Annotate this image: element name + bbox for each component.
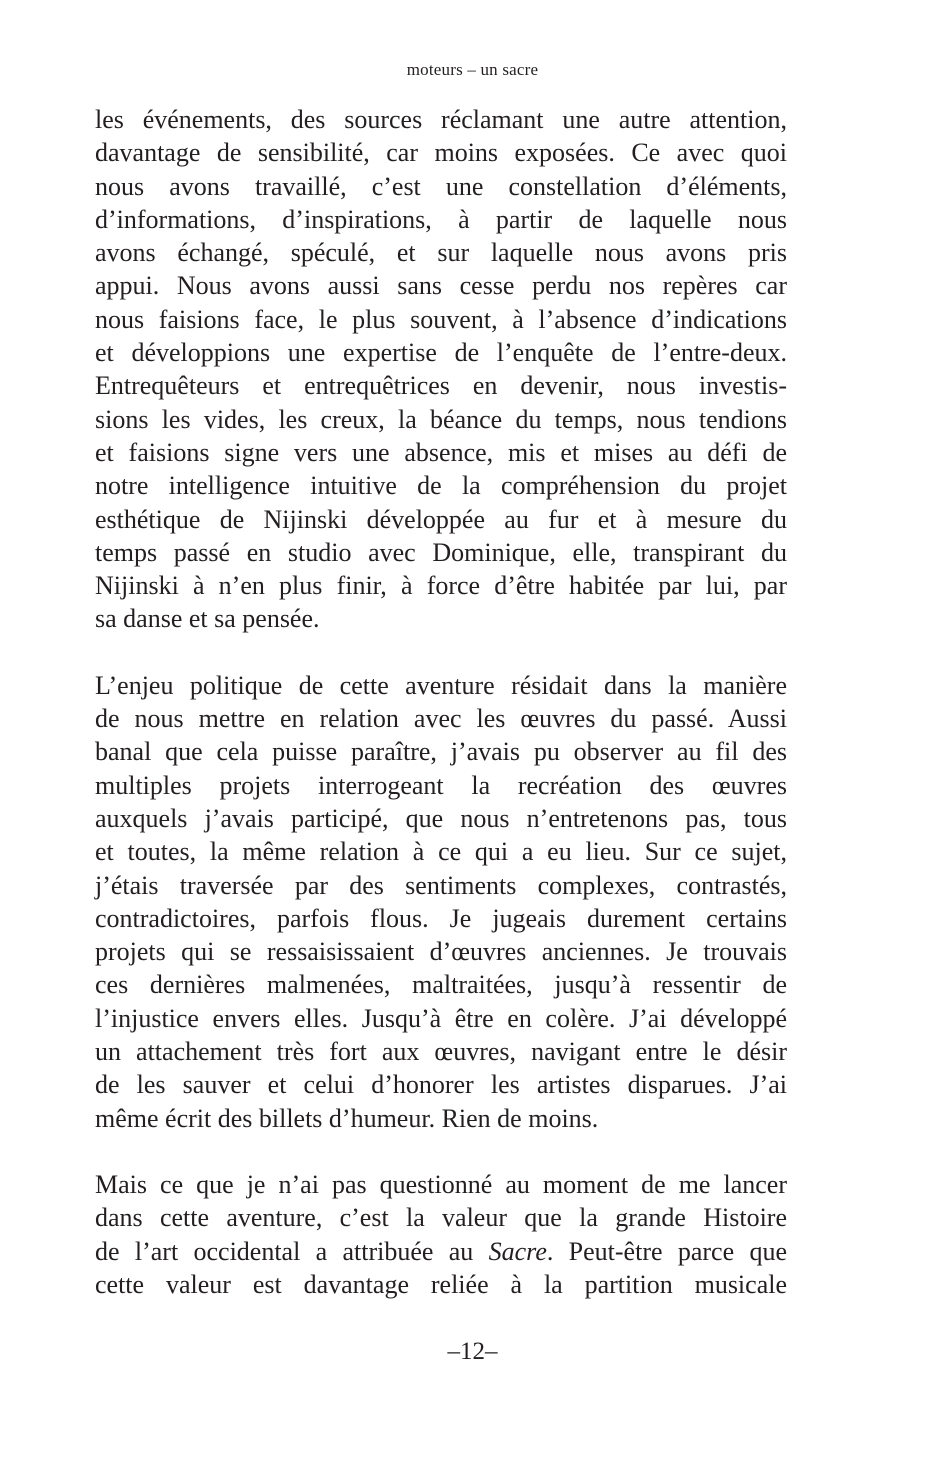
- text-line: ces dernières malmenées, maltraitées, jusqu’à ressentir de: [95, 970, 787, 1000]
- text-line: auxquels j’avais participé, que nous n’entretenons pas, tous: [95, 803, 787, 833]
- text-line: Entrequêteurs et entrequêtrices en devenir, nous investis-: [95, 371, 787, 401]
- text-line: esthétique de Nijinski développée au fur et à mesure du: [95, 504, 787, 534]
- text-line: même écrit des billets d’humeur. Rien de moins.: [95, 1103, 599, 1133]
- paragraph-2: [95, 669, 787, 1135]
- text-line: nous avons travaillé, c’est une constellation d’éléments,: [95, 171, 787, 201]
- text-line: avons échangé, spéculé, et sur laquelle nous avons pris: [95, 238, 787, 268]
- text-line: projets qui se ressaisissaient d’œuvres anciennes. Je trouvais: [95, 937, 787, 967]
- text-line: j’étais traversée par des sentiments complexes, contrastés,: [95, 870, 787, 900]
- text-line: contradictoires, parfois flous. Je jugeais durement certains: [95, 903, 787, 933]
- text-line: nous faisions face, le plus souvent, à l’absence d’indications: [95, 304, 787, 334]
- text-line: multiples projets interrogeant la recréation des œuvres: [95, 770, 787, 800]
- text-line: Nijinski à n’en plus finir, à force d’être habitée par lui, par: [95, 571, 787, 601]
- body-text: [95, 103, 787, 1301]
- text-line: appui. Nous avons aussi sans cesse perdu nos repères car: [95, 271, 787, 301]
- text-line: cette valeur est davantage reliée à la partition musicale: [95, 1269, 787, 1299]
- running-header: moteurs – un sacre: [406, 60, 539, 79]
- text-line: dans cette aventure, c’est la valeur que la grande Histoire: [95, 1203, 787, 1233]
- work-title-italic: Sacre: [488, 1236, 547, 1266]
- text-line: sa danse et sa pensée.: [95, 604, 320, 634]
- text-line: les événements, des sources réclamant une autre attention,: [95, 105, 787, 134]
- text-line: [95, 1235, 787, 1268]
- text-line: d’informations, d’inspirations, à partir de laquelle nous: [95, 204, 787, 234]
- text-line: et toutes, la même relation à ce qui a eu lieu. Sur ce sujet,: [95, 837, 787, 867]
- text-line: un attachement très fort aux œuvres, navigant entre le désir: [95, 1037, 787, 1067]
- text-line: banal que cela puisse paraître, j’avais pu observer au fil des: [95, 737, 787, 767]
- text-line: et développions une expertise de l’enquête de l’entre-deux.: [95, 338, 787, 368]
- text-line: l’injustice envers elles. Jusqu’à être en colère. J’ai développé: [95, 1003, 787, 1033]
- text-line: L’enjeu politique de cette aventure résidait dans la manière: [95, 670, 787, 700]
- text-span: de l’art occidental a attribuée au: [95, 1236, 489, 1266]
- text-line: de nous mettre en relation avec les œuvres du passé. Aussi: [95, 704, 787, 734]
- page-number: –12–: [447, 1338, 498, 1365]
- text-line: de les sauver et celui d’honorer les artistes disparues. J’ai: [95, 1070, 787, 1100]
- text-line: et faisions signe vers une absence, mis et mises au défi de: [95, 437, 787, 467]
- text-line: notre intelligence intuitive de la compréhension du projet: [95, 471, 787, 501]
- text-line: sions les vides, les creux, la béance du temps, nous tendions: [95, 404, 787, 434]
- text-line: Mais ce que je n’ai pas questionné au moment de me lancer: [95, 1169, 787, 1199]
- text-line: davantage de sensibilité, car moins exposées. Ce avec quoi: [95, 138, 787, 168]
- paragraph-1: [95, 103, 787, 636]
- paragraph-3: [95, 1168, 787, 1301]
- text-line: temps passé en studio avec Dominique, elle, transpirant du: [95, 537, 787, 567]
- text-span: . Peut-être parce que: [546, 1236, 787, 1266]
